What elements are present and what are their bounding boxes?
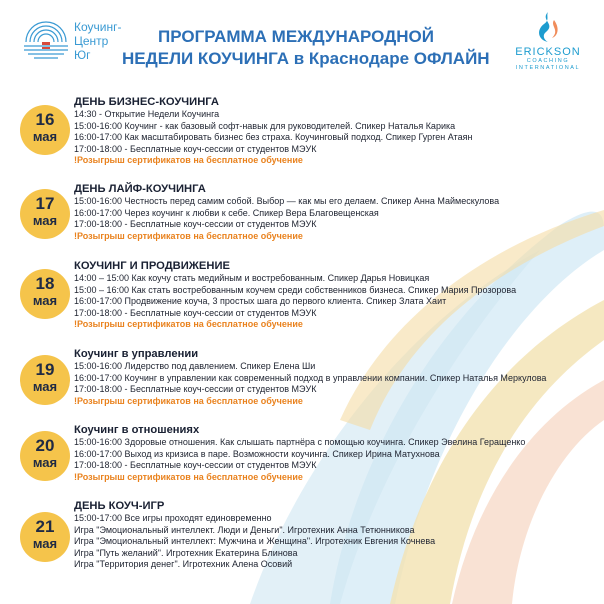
coaching-center-logo-mark-icon xyxy=(22,14,70,68)
page-title-line-1: ПРОГРАММА МЕЖДУНАРОДНОЙ xyxy=(158,27,434,46)
logo-text-line-1: Коучинг- xyxy=(74,20,122,34)
schedule-line: 16:00-17:00 Коучинг в управлении как современный подход в управлении компании. Спикер Наталья Меркулова xyxy=(74,372,547,383)
date-day: 21 xyxy=(35,517,55,536)
schedule-line: 16:00-17:00 Как масштабировать бизнес без страха. Коучинговый подход. Спикер Гурген Атаян xyxy=(74,132,473,142)
erickson-sub-2: INTERNATIONAL xyxy=(515,65,581,71)
date-day: 18 xyxy=(35,274,55,293)
date-day: 20 xyxy=(35,436,55,455)
day-heading: ДЕНЬ КОУЧ-ИГР xyxy=(74,500,165,512)
schedule-line: 15:00-16:00 Лидерство под давлением. Спикер Елена Ши xyxy=(74,361,316,371)
erickson-flame-icon xyxy=(532,10,564,44)
day-heading: Коучинг в управлении xyxy=(74,348,199,360)
day-content xyxy=(74,183,602,242)
schedule-line: 17:00-18:00 - Бесплатные коуч-сессии от студентов МЭУК xyxy=(74,143,317,154)
erickson-brand: ERICKSON xyxy=(515,46,581,58)
schedule-line: 16:00-17:00 Через коучинг к любви к себе. Спикер Вера Благовещенская xyxy=(74,207,379,218)
date-month: мая xyxy=(32,379,58,394)
schedule-line: 16:00-17:00 Выход из кризиса в паре. Возможности коучинга. Спикер Ирина Матухнова xyxy=(74,448,440,459)
day-content xyxy=(74,424,602,483)
schedule-line: 17:00-18:00 - Бесплатные коуч-сессии от студентов МЭУК xyxy=(74,219,317,229)
schedule-line: 17:00-18:00 - Бесплатные коуч-сессии от студентов МЭУК xyxy=(74,307,317,318)
logo-text-line-3: Юг xyxy=(74,48,91,62)
date-day: 16 xyxy=(35,110,55,129)
date-badge xyxy=(20,355,70,405)
erickson-logo xyxy=(502,10,594,74)
day-content xyxy=(74,260,602,331)
date-month: мая xyxy=(32,536,58,551)
schedule-line: Игра "Эмоциональный интеллект. Люди и Деньги". Игротехник Анна Тетюнникова xyxy=(74,524,415,535)
date-badge xyxy=(20,105,70,155)
erickson-sub-1: COACHING xyxy=(526,58,570,64)
date-day: 17 xyxy=(35,194,55,213)
page-title xyxy=(122,26,490,70)
day-heading: Коучинг в отношениях xyxy=(74,424,200,436)
schedule-line: 15:00 – 16:00 Как стать востребованным коучем среди собственников бизнеса. Спикер Мария Прозорова xyxy=(74,284,517,295)
date-month: мая xyxy=(32,213,58,228)
schedule-line: Игра "Территория денег". Игротехник Алена Осовий xyxy=(74,559,293,569)
schedule-line: 14:30 - Открытие Недели Коучинга xyxy=(74,109,220,119)
schedule-line: 15:00-17:00 Все игры проходят единовременно xyxy=(74,513,272,523)
schedule-line: 15:00-16:00 Коучинг - как базовый софт-навык для руководителей. Спикер Наталья Карика xyxy=(74,120,456,131)
schedule-line: 17:00-18:00 - Бесплатные коуч-сессии от студентов МЭУК xyxy=(74,384,317,394)
page-title-line-2: НЕДЕЛИ КОУЧИНГА в Краснодаре ОФЛАЙН xyxy=(122,49,490,68)
day-content xyxy=(74,348,602,407)
date-badge xyxy=(20,189,70,239)
promo-line: !Розыгрыш сертификатов на бесплатное обучение xyxy=(74,155,303,165)
schedule-line: 17:00-18:00 - Бесплатные коуч-сессии от студентов МЭУК xyxy=(74,460,317,470)
coaching-center-logo xyxy=(22,14,132,74)
day-heading: ДЕНЬ БИЗНЕС-КОУЧИНГА xyxy=(74,96,220,108)
day-content xyxy=(74,96,602,167)
date-badge xyxy=(20,269,70,319)
promo-line: !Розыгрыш сертификатов на бесплатное обучение xyxy=(74,395,303,406)
promo-line: !Розыгрыш сертификатов на бесплатное обучение xyxy=(74,319,303,329)
schedule-line: 15:00-16:00 Честность перед самим собой. Выбор — как мы его делаем. Спикер Анна Маймескулова xyxy=(74,196,500,206)
date-month: мая xyxy=(32,455,58,470)
date-month: мая xyxy=(32,293,58,308)
promo-line: !Розыгрыш сертификатов на бесплатное обучение xyxy=(74,471,303,482)
date-month: мая xyxy=(32,129,58,144)
date-badge xyxy=(20,512,70,562)
schedule-line: 14:00 – 15:00 Как коучу стать медийным и востребованным. Спикер Дарья Новицкая xyxy=(74,273,430,283)
logo-text-line-2: Центр xyxy=(74,34,109,48)
schedule-line: 15:00-16:00 Здоровые отношения. Как слышать партнёра с помощью коучинга. Спикер Эвелина Геращенко xyxy=(74,437,526,447)
schedule-line: Игра "Путь желаний". Игротехник Екатерина Блинова xyxy=(74,547,298,558)
schedule-line: Игра "Эмоциональный интеллект: Мужчина и Женщина". Игротехник Евгения Кочнева xyxy=(74,536,436,546)
day-content xyxy=(74,500,602,571)
schedule-line: 16:00-17:00 Продвижение коуча, 3 простых шага до первого клиента. Спикер Злата Хаит xyxy=(74,296,447,306)
day-heading: КОУЧИНГ И ПРОДВИЖЕНИЕ xyxy=(74,260,230,272)
date-day: 19 xyxy=(35,360,55,379)
promo-line: !Розыгрыш сертификатов на бесплатное обучение xyxy=(74,230,303,241)
day-heading: ДЕНЬ ЛАЙФ-КОУЧИНГА xyxy=(74,183,206,195)
date-badge xyxy=(20,431,70,481)
